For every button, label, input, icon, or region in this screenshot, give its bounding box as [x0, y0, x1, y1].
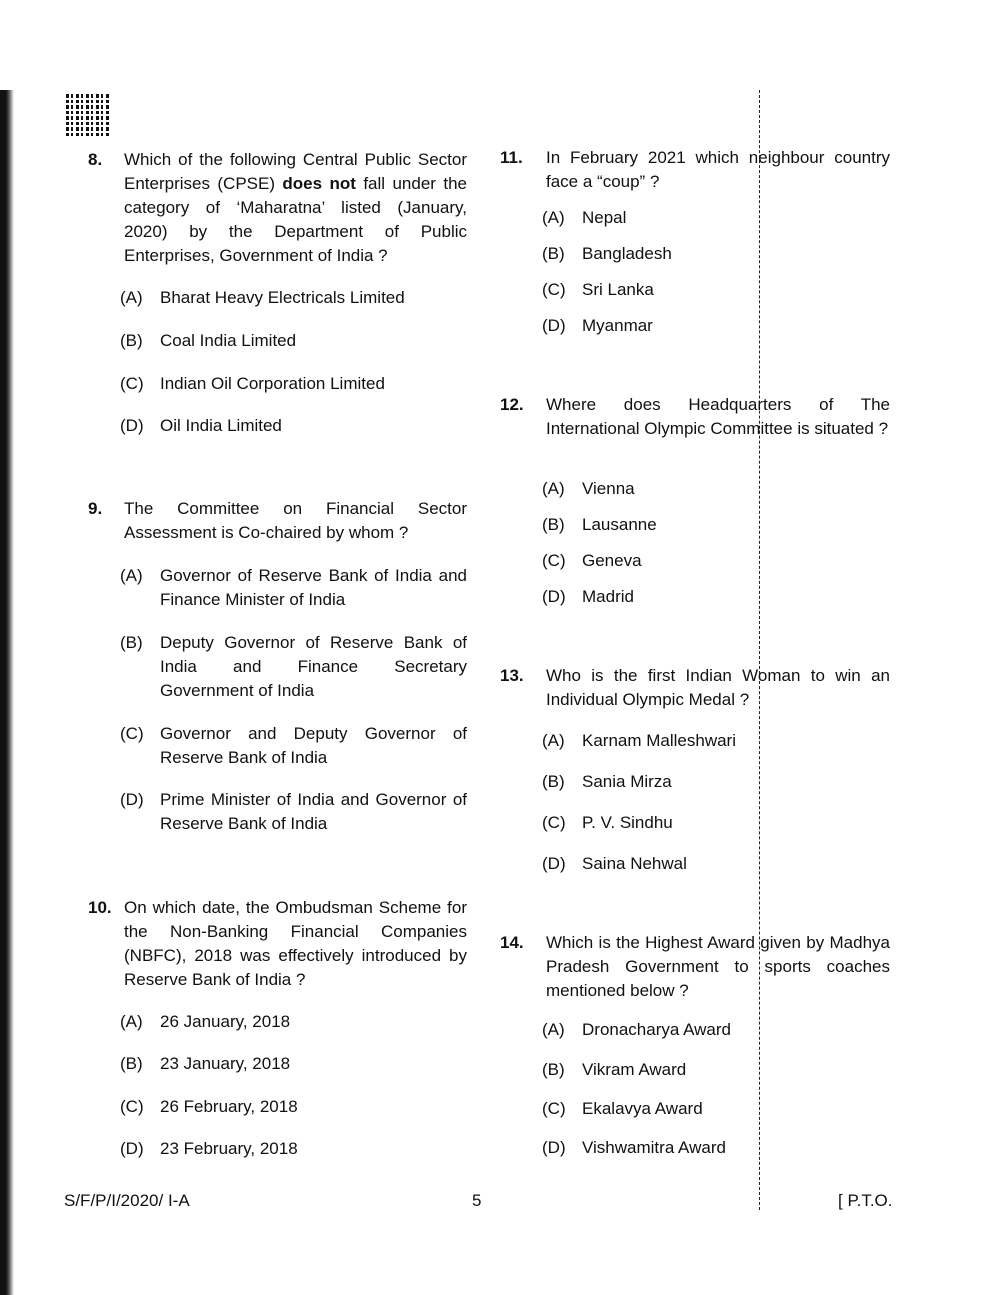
option-letter: (A) — [120, 1012, 143, 1031]
option-text: Nepal — [582, 208, 627, 227]
option-text: Madrid — [582, 587, 634, 606]
question-number: 11. — [500, 148, 523, 167]
option-text: Ekalavya Award — [582, 1099, 703, 1118]
option-text: Coal India Limited — [160, 331, 297, 350]
option-letter: (B) — [542, 772, 565, 791]
question-number: 10. — [88, 898, 112, 917]
option-text: Vienna — [582, 479, 635, 498]
paper-code: S/F/P/I/2020/ I-A — [64, 1191, 190, 1210]
option-letter: (A) — [542, 479, 565, 498]
emphasis: does not — [282, 174, 356, 193]
option-text: Bharat Heavy Electricals Limited — [160, 288, 405, 307]
option-text: Vishwamitra Award — [582, 1138, 726, 1157]
option-text: 23 January, 2018 — [160, 1054, 291, 1073]
question-stem: Where does Headquarters of The International Olympic Committee is situated ? — [546, 395, 890, 438]
option-letter: (C) — [542, 280, 566, 299]
option-text: Myanmar — [582, 316, 653, 335]
option-text: Deputy Governor of Reserve Bank of India and Finance Secretary Government of India — [160, 633, 467, 700]
scan-edge-shadow — [0, 90, 14, 1295]
option-text: Governor of Reserve Bank of India and Finance Minister of India — [160, 566, 467, 609]
question-stem: In February 2021 which neighbour country face a “coup” ? — [546, 148, 890, 191]
question-stem: Which is the Highest Award given by Madhya Pradesh Government to sports coaches mentioned below ? — [546, 933, 890, 1000]
option-letter: (B) — [120, 331, 143, 350]
option-text: 23 February, 2018 — [160, 1139, 298, 1158]
qr-code — [66, 92, 110, 136]
option-text: Geneva — [582, 551, 642, 570]
option-text: Bangladesh — [582, 244, 672, 263]
option-letter: (D) — [120, 1139, 144, 1158]
option-text: 26 February, 2018 — [160, 1097, 298, 1116]
option-letter: (C) — [120, 1097, 144, 1116]
option-letter: (A) — [542, 208, 565, 227]
option-text: P. V. Sindhu — [582, 813, 673, 832]
option-text: Karnam Malleshwari — [582, 731, 736, 750]
option-text: Saina Nehwal — [582, 854, 687, 873]
option-text: Dronacharya Award — [582, 1020, 731, 1039]
option-letter: (A) — [542, 731, 565, 750]
option-text: Indian Oil Corporation Limited — [160, 374, 385, 393]
option-text: Sania Mirza — [582, 772, 672, 791]
question-number: 8. — [88, 150, 103, 169]
option-letter: (C) — [120, 374, 144, 393]
option-text: Governor and Deputy Governor of Reserve Bank of India — [160, 724, 467, 767]
option-text: Sri Lanka — [582, 280, 654, 299]
option-letter: (B) — [542, 515, 565, 534]
page-number: 5 — [472, 1191, 482, 1210]
option-text: Prime Minister of India and Governor of Reserve Bank of India — [160, 790, 467, 833]
option-letter: (A) — [120, 566, 143, 585]
option-letter: (C) — [542, 551, 566, 570]
option-text: Lausanne — [582, 515, 657, 534]
option-letter: (C) — [542, 1099, 566, 1118]
question-stem: On which date, the Ombudsman Scheme for the Non-Banking Financial Companies (NBFC), 2018 was effectively introduced by Reserve Bank of India ? — [124, 898, 467, 989]
question-stem: Who is the first Indian Woman to win an Individual Olympic Medal ? — [546, 666, 890, 709]
option-letter: (D) — [542, 1138, 566, 1157]
option-letter: (D) — [542, 854, 566, 873]
option-letter: (C) — [120, 724, 144, 743]
option-text: Vikram Award — [582, 1060, 687, 1079]
question-stem: The Committee on Financial Sector Assessment is Co-chaired by whom ? — [124, 499, 467, 542]
option-letter: (D) — [120, 790, 144, 809]
question-number: 14. — [500, 933, 524, 952]
option-letter: (A) — [120, 288, 143, 307]
pto-label: [ P.T.O. — [838, 1191, 893, 1210]
question-stem: Which of the following Central Public Sector Enterprises (CPSE) does not fall under the category of ‘Maharatna’ listed (January, 2020) by the Department of Public Enterprises, Government of India ? — [124, 150, 467, 265]
option-letter: (A) — [542, 1020, 565, 1039]
option-letter: (B) — [542, 244, 565, 263]
question-number: 12. — [500, 395, 524, 414]
option-letter: (D) — [542, 316, 566, 335]
option-letter: (C) — [542, 813, 566, 832]
option-letter: (B) — [120, 633, 143, 652]
option-letter: (D) — [542, 587, 566, 606]
option-text: 26 January, 2018 — [160, 1012, 291, 1031]
question-number: 9. — [88, 499, 103, 518]
option-letter: (B) — [542, 1060, 565, 1079]
question-number: 13. — [500, 666, 524, 685]
option-text: Oil India Limited — [160, 416, 282, 435]
option-letter: (D) — [120, 416, 144, 435]
option-letter: (B) — [120, 1054, 143, 1073]
